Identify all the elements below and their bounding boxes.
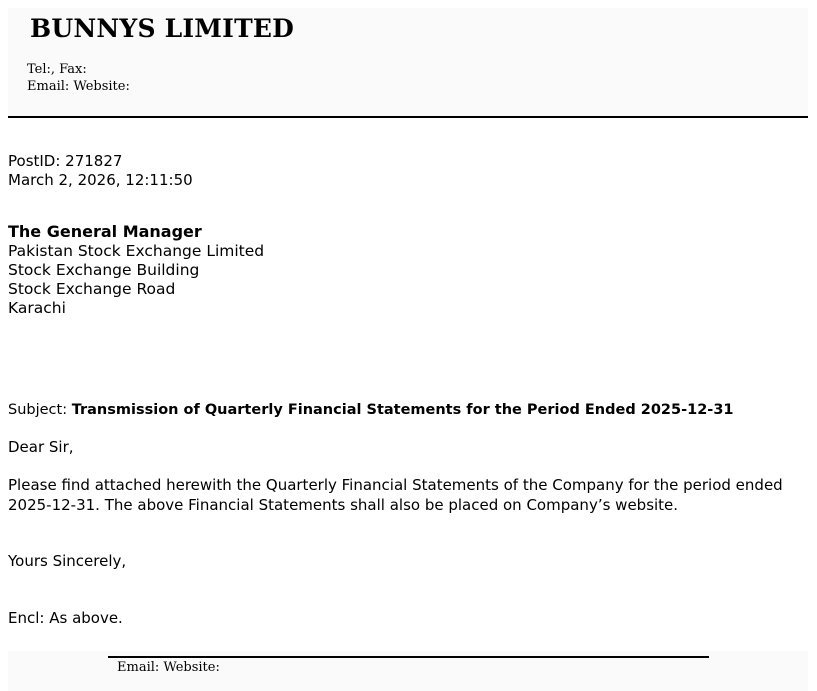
header-divider xyxy=(8,116,808,118)
header-phone-fax: Tel:, Fax: xyxy=(27,62,87,77)
enclosure-note: Encl: As above. xyxy=(8,609,123,627)
addressee-line-3: Stock Exchange Road xyxy=(8,280,176,298)
post-id: PostID: 271827 xyxy=(8,152,123,170)
post-date: March 2, 2026, 12:11:50 xyxy=(8,171,193,189)
footer-divider xyxy=(108,656,709,658)
addressee-city: Karachi xyxy=(8,299,66,317)
letterhead xyxy=(8,8,808,117)
subject-label: Subject: xyxy=(8,402,68,418)
subject-text: Transmission of Quarterly Financial Statements for the Period Ended 2025-12-31 xyxy=(71,402,734,418)
letter-body: Please find attached herewith the Quarterly Financial Statements of the Company for the period ended 2025-12-31. The above Financial Statements shall also be placed on Company’s website. xyxy=(8,476,783,514)
subject-line xyxy=(8,402,734,418)
addressee-name: The General Manager xyxy=(8,222,202,241)
company-name: BUNNYS LIMITED xyxy=(30,14,295,43)
salutation: Dear Sir, xyxy=(8,438,74,456)
closing: Yours Sincerely, xyxy=(8,552,127,570)
header-email-website: Email: Website: xyxy=(27,79,130,94)
footer-email-website: Email: Website: xyxy=(117,660,220,675)
addressee-line-2: Stock Exchange Building xyxy=(8,261,200,279)
addressee-line-1: Pakistan Stock Exchange Limited xyxy=(8,242,265,260)
